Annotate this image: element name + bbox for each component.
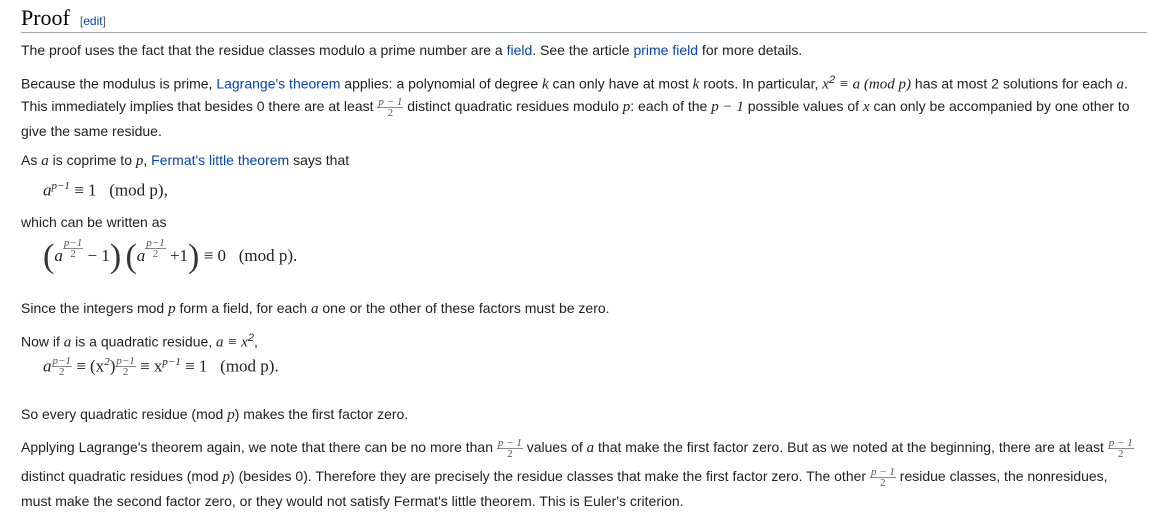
paragraph-8-line-1: Applying Lagrange's theorem again, we note that there can be no more than $\frac{p - 1}{2}$ values of a that make the first factor zero. But as we noted at the beginning, there are at least $\frac{p - 1}{2}$ [21,436,1133,460]
paragraph-7: So every quadratic residue (mod p) makes the first factor zero. [21,406,409,423]
equation-3: a $\frac{p-1}{2}$ ≡ $(x^2)$ $\frac{p-1}{2}$ ≡ $x^{p-1} \equiv 1$ (mod p). [43,355,279,378]
section-heading [21,4,1147,33]
paragraph-2-line-1: Because the modulus is prime, Lagrange's theorem applies: a polynomial of degree k can only have at most k roots. In particular, $x^2 \equiv a$ (mod p) has at most 2 solutions for each a. [21,74,1128,93]
fraction: $\frac{p - 1}{2}$ [378,95,403,119]
equation-1: $a^{p-1} \equiv 1$ (mod p), [43,180,168,200]
paragraph-4: which can be written as [21,214,167,230]
link-field[interactable]: field [506,42,533,58]
paragraph-6: Now if a is a quadratic residue, $a \equiv x^2$, [21,332,258,351]
link-fermat[interactable]: Fermat's little theorem [151,152,290,168]
link-lagrange[interactable]: Lagrange's theorem [216,75,341,92]
section-title: Proof [21,5,70,30]
paragraph-2-line-2: This immediately implies that besides 0 there are at least $\frac{p - 1}{2}$ distinct quadratic residues modulo p: each of the p − 1 possible values of x can only be accompanied by one other to [21,95,1130,119]
edit-section: [edit] [79,14,106,28]
edit-link[interactable]: edit [83,14,103,28]
link-prime-field[interactable]: prime field [633,42,699,58]
paragraph-2-line-3: give the same residue. [21,123,162,139]
equation-2: (a $\frac{p-1}{2}$ − 1) (a $\frac{p-1}{2}$ +1) ≡ 0 (mod p). [43,237,298,275]
paragraph-8-line-3: must make the second factor zero, or they would not satisfy Fermat's little theorem. This is Euler's criterion. [21,493,684,509]
paragraph-1: The proof uses the fact that the residue classes modulo a prime number are a field. See the article prime field for more details. [21,42,803,58]
paragraph-8-line-2: distinct quadratic residues (mod p) (besides 0). Therefore they are precisely the residue classes that make the first factor zero. The other $\frac{p - 1}{2}$ residue classes, the nonresidues, [21,465,1108,489]
paragraph-5: Since the integers mod p form a field, for each a one or the other of these factors must be zero. [21,300,610,317]
paragraph-3: As a is coprime to p, Fermat's little theorem says that [21,152,350,169]
